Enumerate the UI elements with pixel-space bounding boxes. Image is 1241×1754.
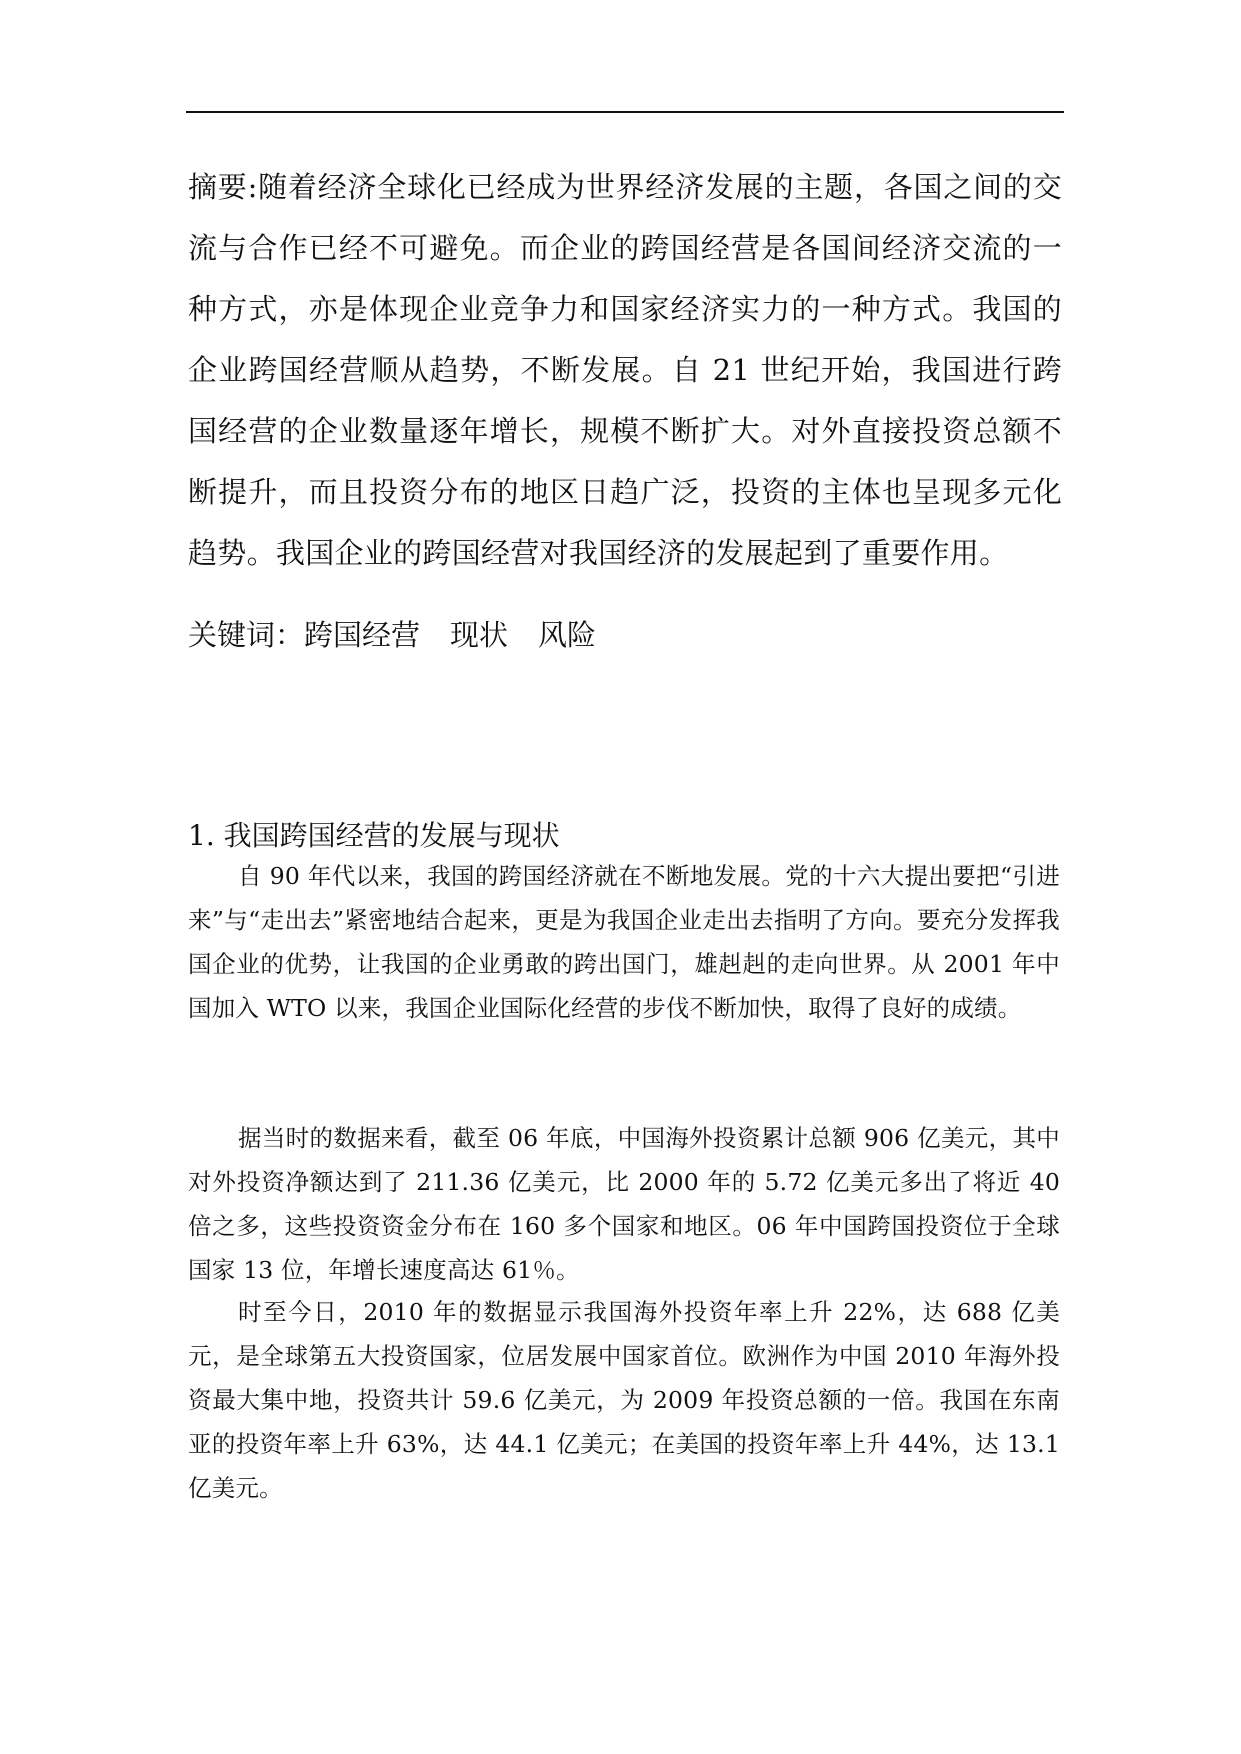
abstract-label: 摘要: [188,170,258,204]
body-paragraph: 自 90 年代以来，我国的跨国经济就在不断地发展。党的十六大提出要把“引进来”与“走出去”紧密地结合起来，更是为我国企业走出去指明了方向。要充分发挥我国企业的优势，让我国的企业勇敢的跨出国门，雄赳赳的走向世界。从 2001 年中国加入 WTO 以来，我国企业国际化经营的步伐不断加快，取得了良好的成绩。 [188,862,1060,1022]
abstract-paragraph [188,157,1062,584]
keyword-item: 跨国经营 [304,618,421,652]
header-rule [186,111,1064,113]
keywords-label: 关键词： [188,618,305,652]
section-heading: 1. 我国跨国经营的发展与现状 [188,819,560,852]
body-paragraph: 时至今日，2010 年的数据显示我国海外投资年率上升 22%，达 688 亿美元，是全球第五大投资国家，位居发展中国家首位。欧洲作为中国 2010 年海外投资最大集中地，投资共计 59.6 亿美元，为 2009 年投资总额的一倍。我国在东南亚的投资年率上升 63%，达 44.1 亿美元；在美国的投资年率上升 44%，达 13.1 亿美元。 [188,1298,1060,1502]
keyword-item: 现状 [450,618,509,652]
keyword-item: 风险 [538,618,597,652]
abstract-text: 随着经济全球化已经成为世界经济发展的主题，各国之间的交流与合作已经不可避免。而企业的跨国经营是各国间经济交流的一种方式，亦是体现企业竞争力和国家经济实力的一种方式。我国的企业跨国经营顺从趋势，不断发展。自 21 世纪开始，我国进行跨国经营的企业数量逐年增长，规模不断扩大。对外直接投资总额不断提升，而且投资分布的地区日趋广泛，投资的主体也呈现多元化趋势。我国企业的跨国经营对我国经济的发展起到了重要作用。 [188,170,1062,570]
body-paragraph: 据当时的数据来看，截至 06 年底，中国海外投资累计总额 906 亿美元，其中对外投资净额达到了 211.36 亿美元，比 2000 年的 5.72 亿美元多出了将近 40 倍之多，这些投资资金分布在 160 多个国家和地区。06 年中国跨国投资位于全球国家 13 位，年增长速度高达 61％。 [188,1124,1060,1284]
keywords-line [188,615,1062,655]
